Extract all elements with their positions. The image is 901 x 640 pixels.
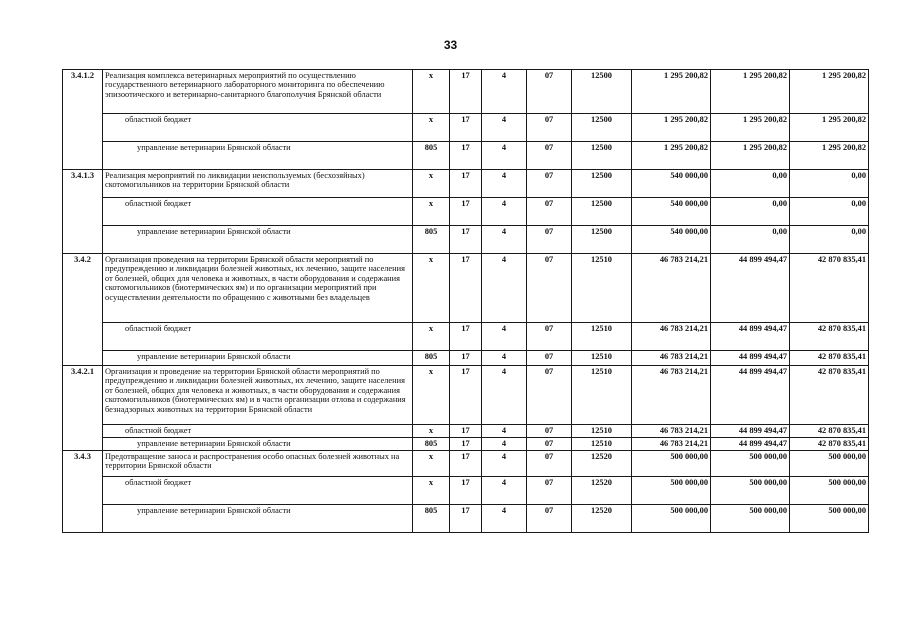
code-cell-c3: 4 <box>482 425 527 438</box>
code-cell-c4: 07 <box>527 505 572 533</box>
code-cell-c3: 4 <box>482 114 527 142</box>
code-cell-c1: х <box>413 323 450 351</box>
table-row <box>63 477 869 505</box>
code-cell-c3: 4 <box>482 254 527 323</box>
code-cell-c3: 4 <box>482 451 527 477</box>
activity-name: Организация и проведение на территории Брянской области мероприятий по предупреждению и ликвидации болезней животных, их лечению, защите населения от болезней, общих для человека и животных, в части оборудования и содержания скотомогильников (биотермических ям) и в части организации отлова и содержания безнадзорных животных на территории Брянской области <box>103 366 413 425</box>
row-code: 3.4.1.2 <box>63 70 103 170</box>
code-cell-c1: 805 <box>413 226 450 254</box>
budget-source: областной бюджет <box>103 323 413 351</box>
code-cell-c2: 17 <box>450 170 482 198</box>
amount-cell-v1: 500 000,00 <box>632 505 711 533</box>
amount-cell-v1: 46 783 214,21 <box>632 438 711 451</box>
code-cell-c3: 4 <box>482 70 527 114</box>
code-cell-c5: 12510 <box>572 254 632 323</box>
table-row <box>63 451 869 477</box>
code-cell-c1: 805 <box>413 351 450 366</box>
amount-cell-v2: 1 295 200,82 <box>711 114 790 142</box>
amount-cell-v1: 500 000,00 <box>632 451 711 477</box>
amount-cell-v2: 44 899 494,47 <box>711 351 790 366</box>
code-cell-c2: 17 <box>450 114 482 142</box>
amount-cell-v2: 0,00 <box>711 198 790 226</box>
page-number: 33 <box>443 38 458 52</box>
code-cell-c5: 12520 <box>572 477 632 505</box>
code-cell-c5: 12510 <box>572 323 632 351</box>
code-cell-c4: 07 <box>527 114 572 142</box>
code-cell-c2: 17 <box>450 451 482 477</box>
amount-cell-v1: 1 295 200,82 <box>632 70 711 114</box>
code-cell-c1: х <box>413 170 450 198</box>
table-row <box>63 505 869 533</box>
activity-name: Реализация комплекса ветеринарных мероприятий по осуществлению государственного ветеринарного лабораторного мониторинга по обеспечению эпизоотического и ветеринарно-санитарного благополучия Брянской области <box>103 70 413 114</box>
table-row <box>63 198 869 226</box>
amount-cell-v3: 0,00 <box>790 198 869 226</box>
code-cell-c2: 17 <box>450 477 482 505</box>
table-row <box>63 366 869 425</box>
amount-cell-v3: 500 000,00 <box>790 477 869 505</box>
amount-cell-v1: 540 000,00 <box>632 226 711 254</box>
amount-cell-v3: 42 870 835,41 <box>790 254 869 323</box>
code-cell-c4: 07 <box>527 323 572 351</box>
amount-cell-v2: 500 000,00 <box>711 477 790 505</box>
row-code: 3.4.1.3 <box>63 170 103 254</box>
code-cell-c2: 17 <box>450 505 482 533</box>
amount-cell-v3: 42 870 835,41 <box>790 366 869 425</box>
code-cell-c5: 12520 <box>572 505 632 533</box>
amount-cell-v2: 500 000,00 <box>711 451 790 477</box>
code-cell-c2: 17 <box>450 70 482 114</box>
code-cell-c5: 12500 <box>572 70 632 114</box>
code-cell-c1: 805 <box>413 438 450 451</box>
code-cell-c4: 07 <box>527 351 572 366</box>
amount-cell-v1: 46 783 214,21 <box>632 254 711 323</box>
budget-source: областной бюджет <box>103 477 413 505</box>
code-cell-c1: х <box>413 254 450 323</box>
code-cell-c4: 07 <box>527 425 572 438</box>
budget-table <box>62 69 869 533</box>
department-name: управление ветеринарии Брянской области <box>103 505 413 533</box>
budget-source: областной бюджет <box>103 114 413 142</box>
amount-cell-v2: 44 899 494,47 <box>711 366 790 425</box>
amount-cell-v1: 540 000,00 <box>632 198 711 226</box>
code-cell-c4: 07 <box>527 142 572 170</box>
table-row <box>63 170 869 198</box>
table-body <box>63 70 869 533</box>
amount-cell-v3: 0,00 <box>790 170 869 198</box>
amount-cell-v2: 44 899 494,47 <box>711 425 790 438</box>
code-cell-c2: 17 <box>450 323 482 351</box>
code-cell-c2: 17 <box>450 198 482 226</box>
budget-source: областной бюджет <box>103 198 413 226</box>
code-cell-c4: 07 <box>527 366 572 425</box>
amount-cell-v1: 46 783 214,21 <box>632 323 711 351</box>
table-row <box>63 438 869 451</box>
row-code: 3.4.2.1 <box>63 366 103 451</box>
code-cell-c3: 4 <box>482 505 527 533</box>
amount-cell-v2: 0,00 <box>711 170 790 198</box>
code-cell-c2: 17 <box>450 351 482 366</box>
amount-cell-v3: 0,00 <box>790 226 869 254</box>
amount-cell-v3: 1 295 200,82 <box>790 142 869 170</box>
code-cell-c3: 4 <box>482 226 527 254</box>
code-cell-c5: 12510 <box>572 366 632 425</box>
code-cell-c3: 4 <box>482 142 527 170</box>
code-cell-c1: х <box>413 425 450 438</box>
code-cell-c5: 12500 <box>572 142 632 170</box>
amount-cell-v1: 500 000,00 <box>632 477 711 505</box>
code-cell-c3: 4 <box>482 366 527 425</box>
table-row <box>63 425 869 438</box>
amount-cell-v2: 1 295 200,82 <box>711 142 790 170</box>
department-name: управление ветеринарии Брянской области <box>103 142 413 170</box>
code-cell-c2: 17 <box>450 438 482 451</box>
amount-cell-v3: 42 870 835,41 <box>790 425 869 438</box>
amount-cell-v1: 1 295 200,82 <box>632 114 711 142</box>
code-cell-c1: х <box>413 366 450 425</box>
code-cell-c3: 4 <box>482 438 527 451</box>
table-row <box>63 142 869 170</box>
code-cell-c5: 12500 <box>572 170 632 198</box>
amount-cell-v1: 46 783 214,21 <box>632 366 711 425</box>
amount-cell-v3: 1 295 200,82 <box>790 70 869 114</box>
amount-cell-v2: 44 899 494,47 <box>711 323 790 351</box>
code-cell-c4: 07 <box>527 451 572 477</box>
code-cell-c2: 17 <box>450 226 482 254</box>
activity-name: Реализация мероприятий по ликвидации неиспользуемых (бесхозяйных) скотомогильников на территории Брянской области <box>103 170 413 198</box>
code-cell-c1: х <box>413 198 450 226</box>
table-row <box>63 70 869 114</box>
code-cell-c4: 07 <box>527 198 572 226</box>
code-cell-c1: х <box>413 114 450 142</box>
code-cell-c5: 12510 <box>572 351 632 366</box>
amount-cell-v3: 1 295 200,82 <box>790 114 869 142</box>
amount-cell-v2: 44 899 494,47 <box>711 254 790 323</box>
department-name: управление ветеринарии Брянской области <box>103 226 413 254</box>
amount-cell-v1: 46 783 214,21 <box>632 425 711 438</box>
code-cell-c5: 12510 <box>572 425 632 438</box>
amount-cell-v3: 42 870 835,41 <box>790 438 869 451</box>
code-cell-c1: 805 <box>413 142 450 170</box>
activity-name: Организация проведения на территории Брянской области мероприятий по предупреждению и ликвидации болезней животных, их лечению, защите населения от болезней, общих для человека и животных, в части оборудования и содержания скотомогильников (биотермических ям) и по организации мероприятий при осуществлении деятельности по обращению с животными без владельцев <box>103 254 413 323</box>
budget-source: областной бюджет <box>103 425 413 438</box>
code-cell-c2: 17 <box>450 254 482 323</box>
code-cell-c2: 17 <box>450 425 482 438</box>
code-cell-c1: 805 <box>413 505 450 533</box>
code-cell-c4: 07 <box>527 477 572 505</box>
amount-cell-v3: 42 870 835,41 <box>790 323 869 351</box>
code-cell-c3: 4 <box>482 170 527 198</box>
amount-cell-v2: 500 000,00 <box>711 505 790 533</box>
amount-cell-v3: 500 000,00 <box>790 505 869 533</box>
amount-cell-v1: 540 000,00 <box>632 170 711 198</box>
code-cell-c5: 12500 <box>572 226 632 254</box>
table-row <box>63 226 869 254</box>
code-cell-c4: 07 <box>527 254 572 323</box>
table-row <box>63 323 869 351</box>
code-cell-c1: х <box>413 477 450 505</box>
amount-cell-v2: 0,00 <box>711 226 790 254</box>
code-cell-c5: 12500 <box>572 114 632 142</box>
amount-cell-v1: 46 783 214,21 <box>632 351 711 366</box>
amount-cell-v2: 44 899 494,47 <box>711 438 790 451</box>
row-code: 3.4.3 <box>63 451 103 533</box>
code-cell-c2: 17 <box>450 142 482 170</box>
code-cell-c5: 12510 <box>572 438 632 451</box>
code-cell-c4: 07 <box>527 70 572 114</box>
department-name: управление ветеринарии Брянской области <box>103 351 413 366</box>
code-cell-c1: х <box>413 70 450 114</box>
table-row <box>63 114 869 142</box>
code-cell-c4: 07 <box>527 170 572 198</box>
amount-cell-v3: 42 870 835,41 <box>790 351 869 366</box>
department-name: управление ветеринарии Брянской области <box>103 438 413 451</box>
table-row <box>63 351 869 366</box>
code-cell-c5: 12500 <box>572 198 632 226</box>
code-cell-c1: х <box>413 451 450 477</box>
code-cell-c5: 12520 <box>572 451 632 477</box>
row-code: 3.4.2 <box>63 254 103 366</box>
code-cell-c4: 07 <box>527 438 572 451</box>
amount-cell-v2: 1 295 200,82 <box>711 70 790 114</box>
code-cell-c3: 4 <box>482 323 527 351</box>
code-cell-c2: 17 <box>450 366 482 425</box>
amount-cell-v3: 500 000,00 <box>790 451 869 477</box>
code-cell-c4: 07 <box>527 226 572 254</box>
code-cell-c3: 4 <box>482 198 527 226</box>
code-cell-c3: 4 <box>482 477 527 505</box>
activity-name: Предотвращение заноса и распространения особо опасных болезней животных на территории Брянской области <box>103 451 413 477</box>
amount-cell-v1: 1 295 200,82 <box>632 142 711 170</box>
code-cell-c3: 4 <box>482 351 527 366</box>
table-row <box>63 254 869 323</box>
